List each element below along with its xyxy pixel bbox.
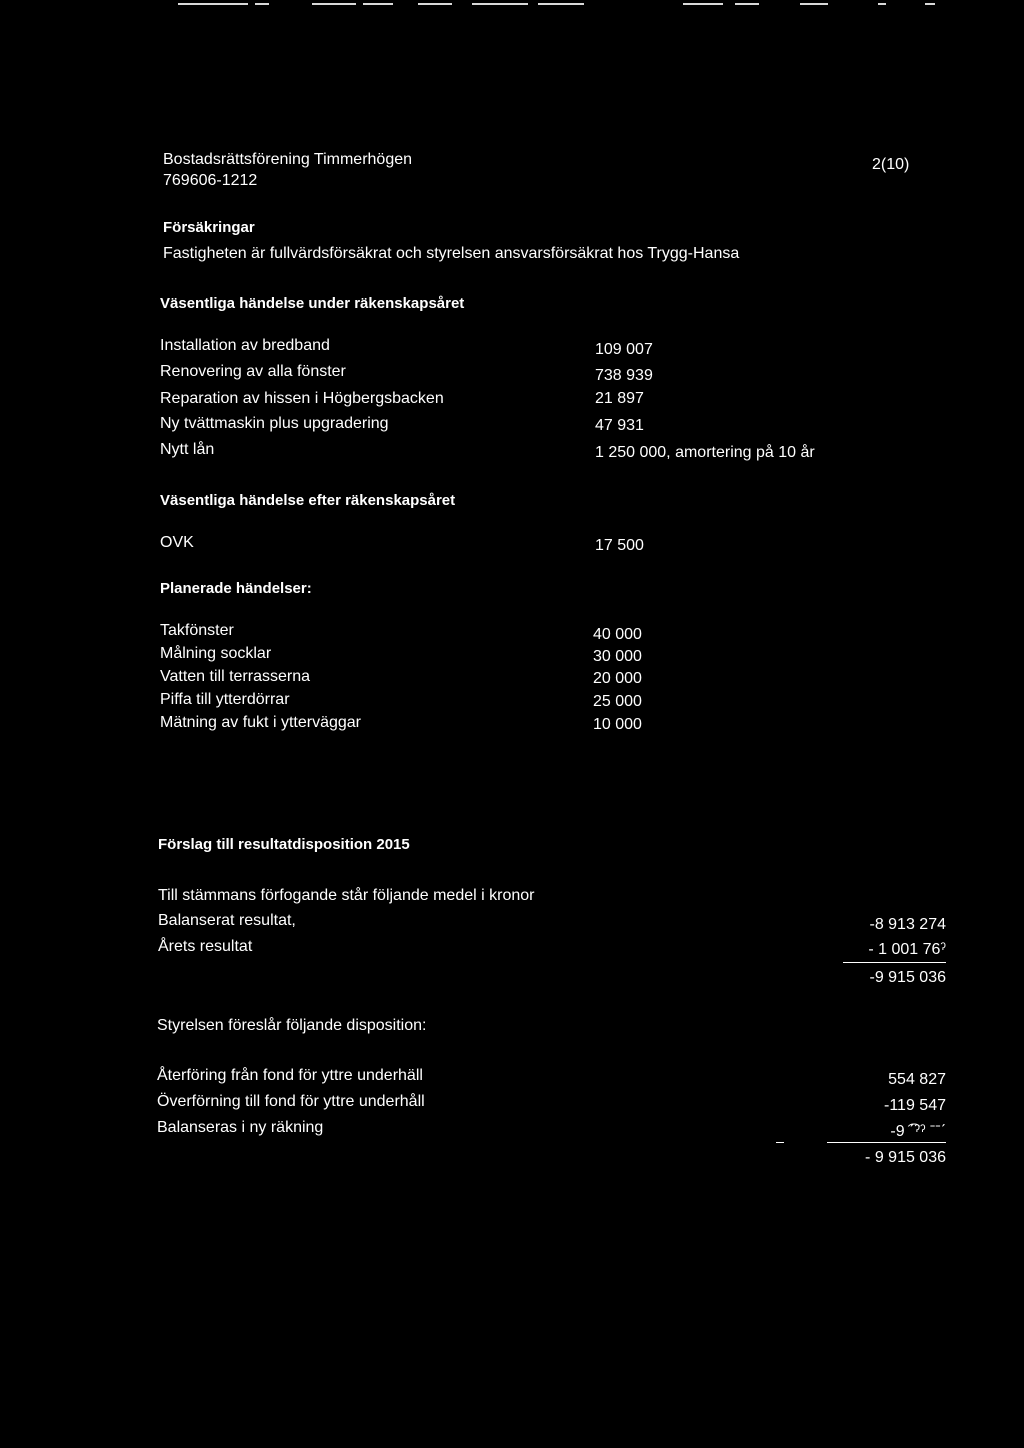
proposal-intro: Styrelsen föreslår följande disposition: — [157, 1017, 427, 1034]
events-during-heading: Väsentliga händelse under räkenskapsåret — [160, 295, 465, 312]
list-item-label: Piffa till ytterdörrar — [160, 691, 290, 708]
scan-artifact — [683, 3, 723, 5]
sum-rule — [776, 1142, 784, 1143]
scan-artifact — [800, 3, 828, 5]
list-item-value: 40 000 — [593, 626, 642, 643]
organization-number: 769606-1212 — [163, 172, 258, 189]
list-item-label: Nytt lån — [160, 441, 215, 458]
insurance-heading: Försäkringar — [163, 219, 255, 236]
list-item-value: 20 000 — [593, 670, 642, 687]
sum-rule — [843, 962, 946, 963]
proposal-total: - 9 915 036 — [865, 1149, 946, 1166]
organization-name: Bostadsrättsförening Timmerhögen — [163, 151, 413, 168]
scan-artifact — [418, 3, 452, 5]
list-item-value: 1 250 000, amortering på 10 år — [595, 444, 815, 461]
list-item-label: Balanserat resultat, — [158, 912, 296, 929]
list-item-label: OVK — [160, 534, 194, 551]
list-item-label: Balanseras i ny räkning — [157, 1119, 324, 1136]
list-item-value: 47 931 — [595, 417, 644, 434]
scan-artifact — [538, 3, 584, 5]
list-item-label: Återföring från fond för yttre underhäll — [157, 1067, 423, 1084]
list-item-label: Takfönster — [160, 622, 234, 639]
scan-artifact — [925, 3, 935, 5]
disposition-intro: Till stämmans förfogande står följande medel i kronor — [158, 887, 535, 904]
list-item-label: Mätning av fukt i ytterväggar — [160, 714, 361, 731]
list-item-value: 21 897 — [595, 390, 644, 407]
scan-artifact — [363, 3, 393, 5]
list-item-value: -8 913 274 — [869, 916, 946, 933]
scan-artifact — [735, 3, 759, 5]
scan-artifact — [878, 3, 886, 5]
scan-artifact — [472, 3, 528, 5]
list-item-value: 10 000 — [593, 716, 642, 733]
list-item-label: Målning socklar — [160, 645, 272, 662]
insurance-text: Fastigheten är fullvärdsförsäkrat och styrelsen ansvarsförsäkrat hos Trygg-Hansa — [163, 245, 740, 262]
sum-rule — [827, 1142, 946, 1143]
list-item-value: 738 939 — [595, 367, 653, 384]
scan-artifact — [178, 3, 248, 5]
scan-artifact — [255, 3, 269, 5]
list-item-value: -119 547 — [884, 1097, 946, 1114]
list-item-label: Installation av bredband — [160, 337, 330, 354]
scan-artifact — [312, 3, 356, 5]
disposition-heading: Förslag till resultatdisposition 2015 — [158, 836, 410, 853]
list-item-value: -9 ͡ˊˀˀ ˉˉˊ — [890, 1123, 946, 1140]
list-item-value: 25 000 — [593, 693, 642, 710]
list-item-label: Renovering av alla fönster — [160, 363, 346, 380]
list-item-value: 30 000 — [593, 648, 642, 665]
disposition-total: -9 915 036 — [869, 969, 946, 986]
list-item-label: Vatten till terrasserna — [160, 668, 310, 685]
list-item-label: Överförning till fond för yttre underhåll — [157, 1093, 425, 1110]
list-item-label: Reparation av hissen i Högbergsbacken — [160, 390, 444, 407]
list-item-value: - 1 001 76ˀ — [868, 941, 946, 958]
page-number: 2(10) — [872, 156, 910, 173]
list-item-value: 17 500 — [595, 537, 644, 554]
list-item-value: 109 007 — [595, 341, 653, 358]
list-item-label: Ny tvättmaskin plus upgradering — [160, 415, 389, 432]
planned-heading: Planerade händelser: — [160, 580, 312, 597]
events-after-heading: Väsentliga händelse efter räkenskapsåret — [160, 492, 456, 509]
list-item-value: 554 827 — [888, 1071, 946, 1088]
list-item-label: Årets resultat — [158, 938, 253, 955]
